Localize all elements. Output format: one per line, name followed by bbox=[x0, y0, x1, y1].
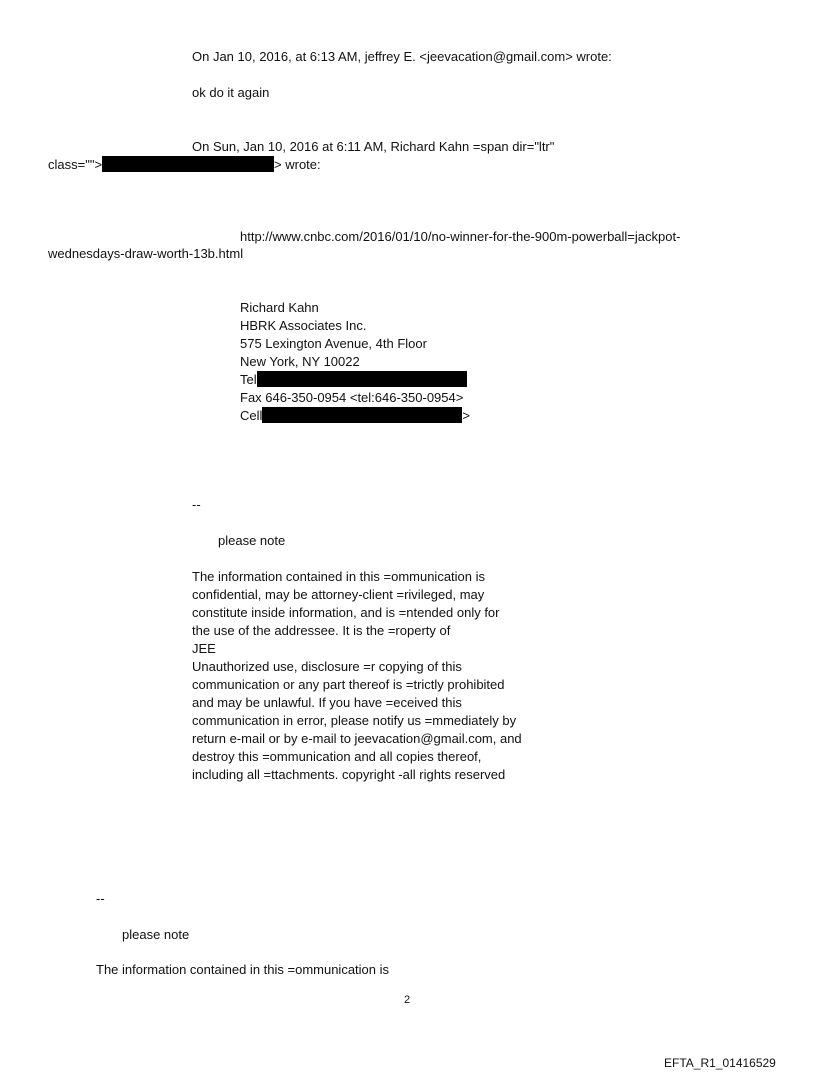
disclaimer-line: constitute inside information, and is =ntended only for bbox=[192, 605, 500, 620]
header-suffix: > wrote: bbox=[274, 157, 321, 172]
inner-footer-dashes: -- bbox=[192, 497, 201, 512]
signature-tel bbox=[240, 371, 470, 389]
disclaimer-line: Unauthorized use, disclosure =r copying of this bbox=[192, 659, 462, 674]
outer-disclaimer-line: The information contained in this =ommunication is bbox=[96, 962, 390, 977]
signature-block bbox=[240, 299, 470, 425]
disclaimer-line: including all =ttachments. copyright -all rights reserved bbox=[192, 767, 506, 782]
tel-label: Tel bbox=[240, 372, 257, 387]
inner-footer-note: please note bbox=[218, 533, 286, 548]
outer-footer-dashes: -- bbox=[96, 891, 105, 906]
bates-number: EFTA_R1_01416529 bbox=[664, 1056, 776, 1070]
disclaimer-line: and may be unlawful. If you have =eceived this bbox=[192, 695, 462, 710]
inner-disclaimer bbox=[192, 568, 522, 784]
disclaimer-line: JEE bbox=[192, 641, 216, 656]
redaction-block bbox=[102, 156, 274, 172]
article-link-continued[interactable]: wednesdays-draw-worth-13b.html bbox=[48, 246, 244, 261]
cell-label: Cell bbox=[240, 408, 263, 423]
disclaimer-line: confidential, may be attorney-client =rivileged, may bbox=[192, 587, 485, 602]
cell-suffix: > bbox=[462, 408, 470, 423]
quoted-header-1: On Jan 10, 2016, at 6:13 AM, jeffrey E. <jeevacation@gmail.com> wrote: bbox=[192, 49, 612, 64]
reply-text: ok do it again bbox=[192, 85, 270, 100]
disclaimer-line: The information contained in this =ommunication is bbox=[192, 569, 486, 584]
disclaimer-line: destroy this =ommunication and all copies thereof, bbox=[192, 749, 482, 764]
page-number: 2 bbox=[404, 994, 411, 1006]
redaction-block bbox=[257, 371, 467, 387]
signature-cell bbox=[240, 407, 470, 425]
redaction-block bbox=[262, 407, 462, 423]
signature-address-2: New York, NY 10022 bbox=[240, 354, 360, 369]
disclaimer-line: the use of the addressee. It is the =roperty of bbox=[192, 623, 451, 638]
signature-fax: Fax 646-350-0954 <tel:646-350-0954> bbox=[240, 390, 464, 405]
signature-address-1: 575 Lexington Avenue, 4th Floor bbox=[240, 336, 427, 351]
disclaimer-line: communication or any part thereof is =trictly prohibited bbox=[192, 677, 505, 692]
quoted-header-2: On Sun, Jan 10, 2016 at 6:11 AM, Richard Kahn =span dir="ltr" bbox=[192, 139, 555, 154]
disclaimer-line: communication in error, please notify us =mmediately by bbox=[192, 713, 517, 728]
quoted-header-2-continued bbox=[48, 156, 321, 174]
disclaimer-line: return e-mail or by e-mail to jeevacation@gmail.com, and bbox=[192, 731, 522, 746]
header-prefix: class=""> bbox=[48, 157, 103, 172]
article-link[interactable]: http://www.cnbc.com/2016/01/10/no-winner-for-the-900m-powerball=jackpot- bbox=[240, 229, 681, 244]
signature-company: HBRK Associates Inc. bbox=[240, 318, 367, 333]
outer-footer-note: please note bbox=[122, 927, 190, 942]
signature-name: Richard Kahn bbox=[240, 300, 319, 315]
